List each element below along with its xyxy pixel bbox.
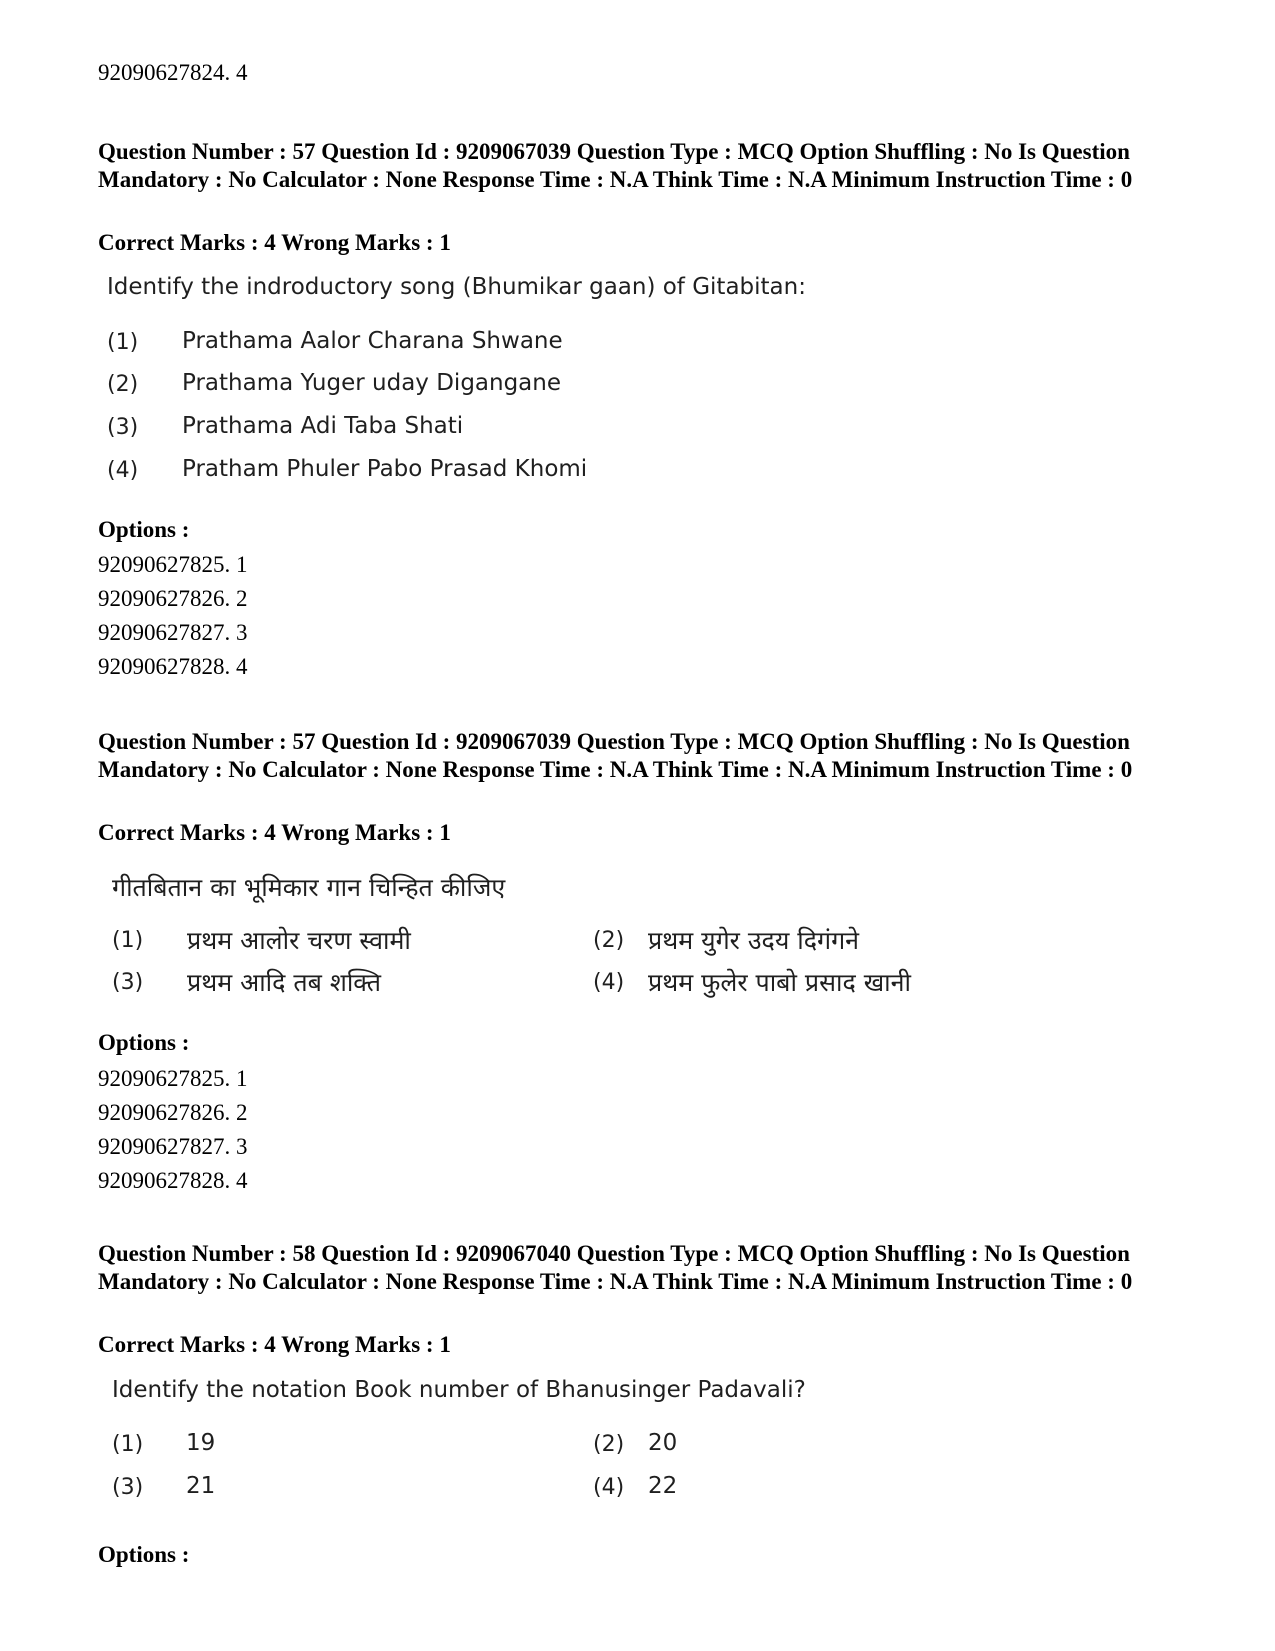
choice-text: 22 bbox=[648, 1473, 678, 1499]
option-line: 92090627827. 3 bbox=[98, 620, 248, 645]
option-line: 92090627828. 4 bbox=[98, 654, 248, 679]
choice-text: 20 bbox=[648, 1430, 678, 1456]
question-marks: Correct Marks : 4 Wrong Marks : 1 bbox=[98, 820, 451, 845]
option-line: 92090627826. 2 bbox=[98, 586, 248, 611]
choice-number: (1) bbox=[107, 330, 139, 355]
choice-text: 19 bbox=[186, 1430, 216, 1456]
option-line: 92090627826. 2 bbox=[98, 1100, 248, 1125]
options-heading: Options : bbox=[98, 1030, 190, 1055]
choice-number: (1) bbox=[112, 928, 144, 953]
previous-option-line: 92090627824. 4 bbox=[98, 60, 248, 85]
choice-number: (3) bbox=[107, 415, 139, 440]
choice-text: प्रथम आलोर चरण स्वामी bbox=[187, 926, 411, 955]
choice-text: Prathama Yuger uday Digangane bbox=[182, 370, 562, 396]
choice-number: (4) bbox=[593, 970, 625, 995]
option-line: 92090627825. 1 bbox=[98, 552, 248, 577]
choice-number: (2) bbox=[107, 372, 139, 397]
choice-text: प्रथम फुलेर पाबो प्रसाद खानी bbox=[648, 968, 911, 997]
question-text: गीतबितान का भूमिकार गान चिन्हित कीजिए bbox=[112, 873, 506, 902]
option-line: 92090627827. 3 bbox=[98, 1134, 248, 1159]
choice-text: Prathama Adi Taba Shati bbox=[182, 413, 464, 439]
choice-number: (4) bbox=[107, 458, 139, 483]
choice-number: (4) bbox=[593, 1475, 625, 1500]
choice-text: 21 bbox=[186, 1473, 216, 1499]
choice-number: (3) bbox=[112, 1475, 144, 1500]
options-heading: Options : bbox=[98, 517, 190, 542]
choice-text: Prathama Aalor Charana Shwane bbox=[182, 328, 563, 354]
question-meta: Question Number : 57 Question Id : 9209067039 Question Type : MCQ Option Shuffling : No Is Question Mandatory : No Calculator : None Response Time : N.A Think Time : N.A Minimum Instruction Time : 0 bbox=[98, 729, 1133, 782]
option-line: 92090627825. 1 bbox=[98, 1066, 248, 1091]
choice-number: (3) bbox=[112, 970, 144, 995]
question-marks: Correct Marks : 4 Wrong Marks : 1 bbox=[98, 1332, 451, 1357]
question-meta: Question Number : 57 Question Id : 9209067039 Question Type : MCQ Option Shuffling : No Is Question Mandatory : No Calculator : None Response Time : N.A Think Time : N.A Minimum Instruction Time : 0 bbox=[98, 139, 1133, 192]
question-text: Identify the notation Book number of Bhanusinger Padavali? bbox=[112, 1377, 806, 1403]
choice-text: प्रथम युगेर उदय दिगंगने bbox=[648, 926, 860, 955]
option-line: 92090627828. 4 bbox=[98, 1168, 248, 1193]
choice-number: (2) bbox=[593, 1432, 625, 1457]
choice-text: प्रथम आदि तब शक्ति bbox=[187, 968, 381, 997]
choice-number: (2) bbox=[593, 928, 625, 953]
choice-number: (1) bbox=[112, 1432, 144, 1457]
question-text: Identify the indroductory song (Bhumikar gaan) of Gitabitan: bbox=[107, 274, 806, 300]
question-marks: Correct Marks : 4 Wrong Marks : 1 bbox=[98, 230, 451, 255]
choice-text: Pratham Phuler Pabo Prasad Khomi bbox=[182, 456, 588, 482]
options-heading: Options : bbox=[98, 1542, 190, 1567]
question-meta: Question Number : 58 Question Id : 9209067040 Question Type : MCQ Option Shuffling : No Is Question Mandatory : No Calculator : None Response Time : N.A Think Time : N.A Minimum Instruction Time : 0 bbox=[98, 1241, 1133, 1294]
